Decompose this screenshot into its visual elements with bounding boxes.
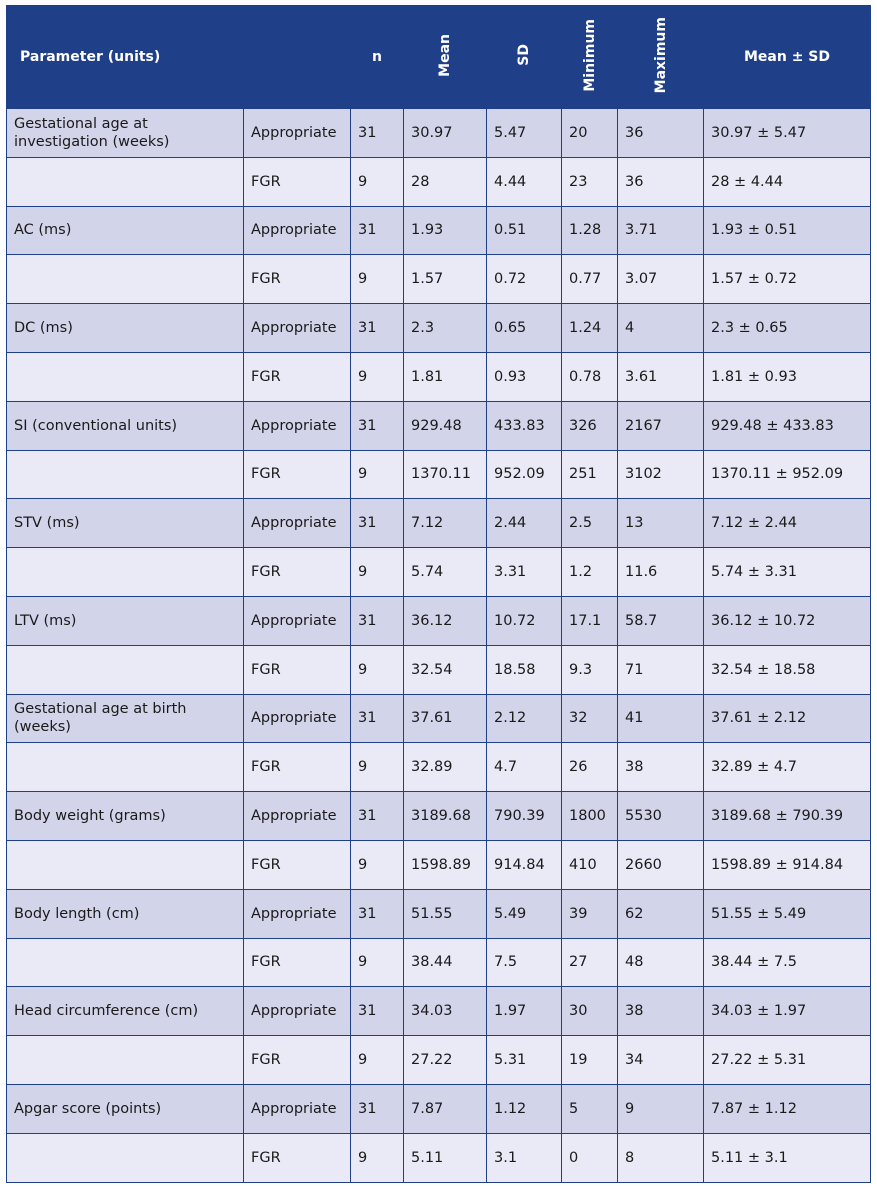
cell-n: 9 xyxy=(351,255,404,304)
cell-mean-sd: 32.89 ± 4.7 xyxy=(704,743,871,792)
table-row xyxy=(7,499,871,548)
cell-max: 2660 xyxy=(618,840,704,889)
cell-max: 2167 xyxy=(618,401,704,450)
cell-parameter: Apgar score (points) xyxy=(7,1084,244,1133)
cell-mean: 32.54 xyxy=(404,645,487,694)
table-row xyxy=(7,157,871,206)
table-row xyxy=(7,450,871,499)
cell-min: 5 xyxy=(562,1084,618,1133)
table-row xyxy=(7,255,871,304)
header-parameter: Parameter (units) xyxy=(7,6,244,109)
cell-sd: 0.51 xyxy=(487,206,562,255)
cell-group: Appropriate xyxy=(244,596,351,645)
cell-mean-sd: 34.03 ± 1.97 xyxy=(704,987,871,1036)
cell-mean-sd: 929.48 ± 433.83 xyxy=(704,401,871,450)
cell-mean: 7.87 xyxy=(404,1084,487,1133)
cell-n: 9 xyxy=(351,1133,404,1182)
table-row xyxy=(7,596,871,645)
cell-mean-sd: 5.11 ± 3.1 xyxy=(704,1133,871,1182)
cell-min: 1.2 xyxy=(562,548,618,597)
cell-group: Appropriate xyxy=(244,401,351,450)
table-row xyxy=(7,548,871,597)
header-mean-label: Mean xyxy=(437,33,453,77)
cell-group: FGR xyxy=(244,1133,351,1182)
cell-group: Appropriate xyxy=(244,109,351,158)
cell-min: 30 xyxy=(562,987,618,1036)
cell-group: FGR xyxy=(244,840,351,889)
cell-max: 36 xyxy=(618,157,704,206)
cell-min: 1800 xyxy=(562,792,618,841)
cell-mean-sd: 37.61 ± 2.12 xyxy=(704,694,871,743)
cell-mean: 51.55 xyxy=(404,889,487,938)
cell-mean-sd: 28 ± 4.44 xyxy=(704,157,871,206)
cell-max: 58.7 xyxy=(618,596,704,645)
cell-group: Appropriate xyxy=(244,889,351,938)
cell-mean-sd: 1.93 ± 0.51 xyxy=(704,206,871,255)
table-row xyxy=(7,304,871,353)
cell-min: 32 xyxy=(562,694,618,743)
cell-max: 36 xyxy=(618,109,704,158)
cell-n: 9 xyxy=(351,1036,404,1085)
cell-mean-sd: 1.81 ± 0.93 xyxy=(704,352,871,401)
cell-mean: 38.44 xyxy=(404,938,487,987)
cell-group: FGR xyxy=(244,938,351,987)
cell-parameter: Head circumference (cm) xyxy=(7,987,244,1036)
table-row xyxy=(7,743,871,792)
cell-sd: 0.72 xyxy=(487,255,562,304)
header-sd xyxy=(487,6,562,109)
cell-n: 9 xyxy=(351,450,404,499)
cell-max: 3.61 xyxy=(618,352,704,401)
cell-max: 9 xyxy=(618,1084,704,1133)
cell-parameter: DC (ms) xyxy=(7,304,244,353)
cell-parameter xyxy=(7,938,244,987)
cell-mean: 3189.68 xyxy=(404,792,487,841)
table-row xyxy=(7,840,871,889)
cell-min: 326 xyxy=(562,401,618,450)
cell-mean: 34.03 xyxy=(404,987,487,1036)
table-row xyxy=(7,1036,871,1085)
header-group xyxy=(244,6,351,109)
cell-group: Appropriate xyxy=(244,206,351,255)
cell-min: 39 xyxy=(562,889,618,938)
table-row xyxy=(7,645,871,694)
cell-mean: 27.22 xyxy=(404,1036,487,1085)
cell-parameter xyxy=(7,645,244,694)
cell-n: 31 xyxy=(351,596,404,645)
cell-max: 38 xyxy=(618,987,704,1036)
cell-sd: 18.58 xyxy=(487,645,562,694)
table-body xyxy=(7,109,871,1183)
cell-parameter: SI (conventional units) xyxy=(7,401,244,450)
cell-min: 251 xyxy=(562,450,618,499)
table-row xyxy=(7,1084,871,1133)
cell-mean: 5.11 xyxy=(404,1133,487,1182)
table-row xyxy=(7,109,871,158)
cell-sd: 1.97 xyxy=(487,987,562,1036)
cell-sd: 7.5 xyxy=(487,938,562,987)
cell-mean: 1.93 xyxy=(404,206,487,255)
cell-group: Appropriate xyxy=(244,304,351,353)
cell-mean: 1598.89 xyxy=(404,840,487,889)
cell-group: FGR xyxy=(244,743,351,792)
table-header xyxy=(7,6,871,109)
cell-min: 0 xyxy=(562,1133,618,1182)
cell-n: 9 xyxy=(351,743,404,792)
cell-group: FGR xyxy=(244,1036,351,1085)
cell-sd: 914.84 xyxy=(487,840,562,889)
cell-max: 48 xyxy=(618,938,704,987)
cell-sd: 2.12 xyxy=(487,694,562,743)
cell-mean-sd: 32.54 ± 18.58 xyxy=(704,645,871,694)
cell-min: 26 xyxy=(562,743,618,792)
cell-parameter xyxy=(7,255,244,304)
cell-mean: 36.12 xyxy=(404,596,487,645)
cell-group: Appropriate xyxy=(244,987,351,1036)
cell-parameter: STV (ms) xyxy=(7,499,244,548)
cell-mean: 929.48 xyxy=(404,401,487,450)
cell-sd: 433.83 xyxy=(487,401,562,450)
table-row xyxy=(7,352,871,401)
table-row xyxy=(7,401,871,450)
cell-max: 3.71 xyxy=(618,206,704,255)
cell-mean: 30.97 xyxy=(404,109,487,158)
cell-mean-sd: 27.22 ± 5.31 xyxy=(704,1036,871,1085)
cell-parameter xyxy=(7,1036,244,1085)
cell-min: 19 xyxy=(562,1036,618,1085)
cell-mean-sd: 38.44 ± 7.5 xyxy=(704,938,871,987)
table-row xyxy=(7,206,871,255)
cell-max: 41 xyxy=(618,694,704,743)
cell-n: 9 xyxy=(351,840,404,889)
cell-mean-sd: 51.55 ± 5.49 xyxy=(704,889,871,938)
cell-min: 1.24 xyxy=(562,304,618,353)
cell-min: 0.77 xyxy=(562,255,618,304)
cell-n: 9 xyxy=(351,157,404,206)
cell-sd: 790.39 xyxy=(487,792,562,841)
cell-sd: 5.49 xyxy=(487,889,562,938)
data-table-container xyxy=(6,5,871,1183)
cell-min: 17.1 xyxy=(562,596,618,645)
cell-min: 23 xyxy=(562,157,618,206)
cell-parameter xyxy=(7,743,244,792)
cell-min: 20 xyxy=(562,109,618,158)
cell-mean-sd: 1.57 ± 0.72 xyxy=(704,255,871,304)
header-sd-label: SD xyxy=(516,44,532,66)
cell-sd: 3.31 xyxy=(487,548,562,597)
cell-group: FGR xyxy=(244,548,351,597)
table-row xyxy=(7,694,871,743)
cell-parameter xyxy=(7,840,244,889)
cell-mean: 1.57 xyxy=(404,255,487,304)
header-mean xyxy=(404,6,487,109)
cell-group: Appropriate xyxy=(244,499,351,548)
cell-n: 31 xyxy=(351,1084,404,1133)
cell-max: 4 xyxy=(618,304,704,353)
cell-parameter xyxy=(7,1133,244,1182)
header-minimum xyxy=(562,6,618,109)
cell-n: 31 xyxy=(351,987,404,1036)
cell-mean: 37.61 xyxy=(404,694,487,743)
cell-n: 31 xyxy=(351,889,404,938)
cell-max: 71 xyxy=(618,645,704,694)
cell-min: 9.3 xyxy=(562,645,618,694)
cell-sd: 952.09 xyxy=(487,450,562,499)
cell-group: Appropriate xyxy=(244,694,351,743)
cell-n: 31 xyxy=(351,304,404,353)
cell-n: 9 xyxy=(351,938,404,987)
cell-mean: 5.74 xyxy=(404,548,487,597)
cell-mean-sd: 3189.68 ± 790.39 xyxy=(704,792,871,841)
cell-parameter: Body length (cm) xyxy=(7,889,244,938)
cell-group: Appropriate xyxy=(244,792,351,841)
cell-parameter: Gestational age at birth (weeks) xyxy=(7,694,244,743)
cell-max: 3102 xyxy=(618,450,704,499)
cell-mean-sd: 7.12 ± 2.44 xyxy=(704,499,871,548)
cell-mean-sd: 30.97 ± 5.47 xyxy=(704,109,871,158)
cell-max: 13 xyxy=(618,499,704,548)
cell-parameter xyxy=(7,548,244,597)
cell-mean-sd: 2.3 ± 0.65 xyxy=(704,304,871,353)
header-maximum-label: Maximum xyxy=(652,16,669,94)
cell-max: 3.07 xyxy=(618,255,704,304)
table-row xyxy=(7,938,871,987)
cell-n: 31 xyxy=(351,694,404,743)
header-maximum xyxy=(618,6,704,109)
cell-n: 31 xyxy=(351,792,404,841)
cell-n: 31 xyxy=(351,401,404,450)
cell-sd: 4.7 xyxy=(487,743,562,792)
cell-parameter xyxy=(7,352,244,401)
cell-n: 9 xyxy=(351,352,404,401)
table-row xyxy=(7,1133,871,1182)
cell-mean: 2.3 xyxy=(404,304,487,353)
cell-max: 38 xyxy=(618,743,704,792)
cell-n: 9 xyxy=(351,645,404,694)
cell-mean: 28 xyxy=(404,157,487,206)
cell-max: 34 xyxy=(618,1036,704,1085)
header-mean-sd: Mean ± SD xyxy=(704,6,871,109)
cell-sd: 0.65 xyxy=(487,304,562,353)
cell-sd: 1.12 xyxy=(487,1084,562,1133)
cell-min: 2.5 xyxy=(562,499,618,548)
cell-mean-sd: 1370.11 ± 952.09 xyxy=(704,450,871,499)
cell-n: 31 xyxy=(351,109,404,158)
cell-mean-sd: 1598.89 ± 914.84 xyxy=(704,840,871,889)
cell-mean-sd: 7.87 ± 1.12 xyxy=(704,1084,871,1133)
table-row xyxy=(7,889,871,938)
cell-parameter xyxy=(7,450,244,499)
cell-mean: 7.12 xyxy=(404,499,487,548)
cell-mean: 1370.11 xyxy=(404,450,487,499)
table-row xyxy=(7,987,871,1036)
cell-sd: 4.44 xyxy=(487,157,562,206)
cell-group: FGR xyxy=(244,157,351,206)
cell-mean-sd: 5.74 ± 3.31 xyxy=(704,548,871,597)
cell-group: FGR xyxy=(244,450,351,499)
cell-parameter: AC (ms) xyxy=(7,206,244,255)
cell-min: 27 xyxy=(562,938,618,987)
cell-max: 11.6 xyxy=(618,548,704,597)
cell-parameter xyxy=(7,157,244,206)
cell-group: FGR xyxy=(244,255,351,304)
cell-min: 0.78 xyxy=(562,352,618,401)
cell-parameter: Gestational age at investigation (weeks) xyxy=(7,109,244,158)
cell-min: 410 xyxy=(562,840,618,889)
cell-n: 31 xyxy=(351,206,404,255)
cell-group: FGR xyxy=(244,352,351,401)
header-row xyxy=(7,6,871,109)
cell-n: 9 xyxy=(351,548,404,597)
cell-min: 1.28 xyxy=(562,206,618,255)
cell-mean: 1.81 xyxy=(404,352,487,401)
cell-sd: 3.1 xyxy=(487,1133,562,1182)
statistics-table xyxy=(6,5,871,1183)
cell-sd: 2.44 xyxy=(487,499,562,548)
cell-n: 31 xyxy=(351,499,404,548)
table-row xyxy=(7,792,871,841)
cell-sd: 0.93 xyxy=(487,352,562,401)
cell-parameter: Body weight (grams) xyxy=(7,792,244,841)
header-minimum-label: Minimum xyxy=(581,18,598,92)
cell-parameter: LTV (ms) xyxy=(7,596,244,645)
cell-sd: 5.31 xyxy=(487,1036,562,1085)
cell-group: FGR xyxy=(244,645,351,694)
cell-mean-sd: 36.12 ± 10.72 xyxy=(704,596,871,645)
cell-max: 62 xyxy=(618,889,704,938)
cell-group: Appropriate xyxy=(244,1084,351,1133)
cell-max: 5530 xyxy=(618,792,704,841)
header-n: n xyxy=(351,6,404,109)
cell-sd: 5.47 xyxy=(487,109,562,158)
cell-mean: 32.89 xyxy=(404,743,487,792)
cell-sd: 10.72 xyxy=(487,596,562,645)
cell-max: 8 xyxy=(618,1133,704,1182)
